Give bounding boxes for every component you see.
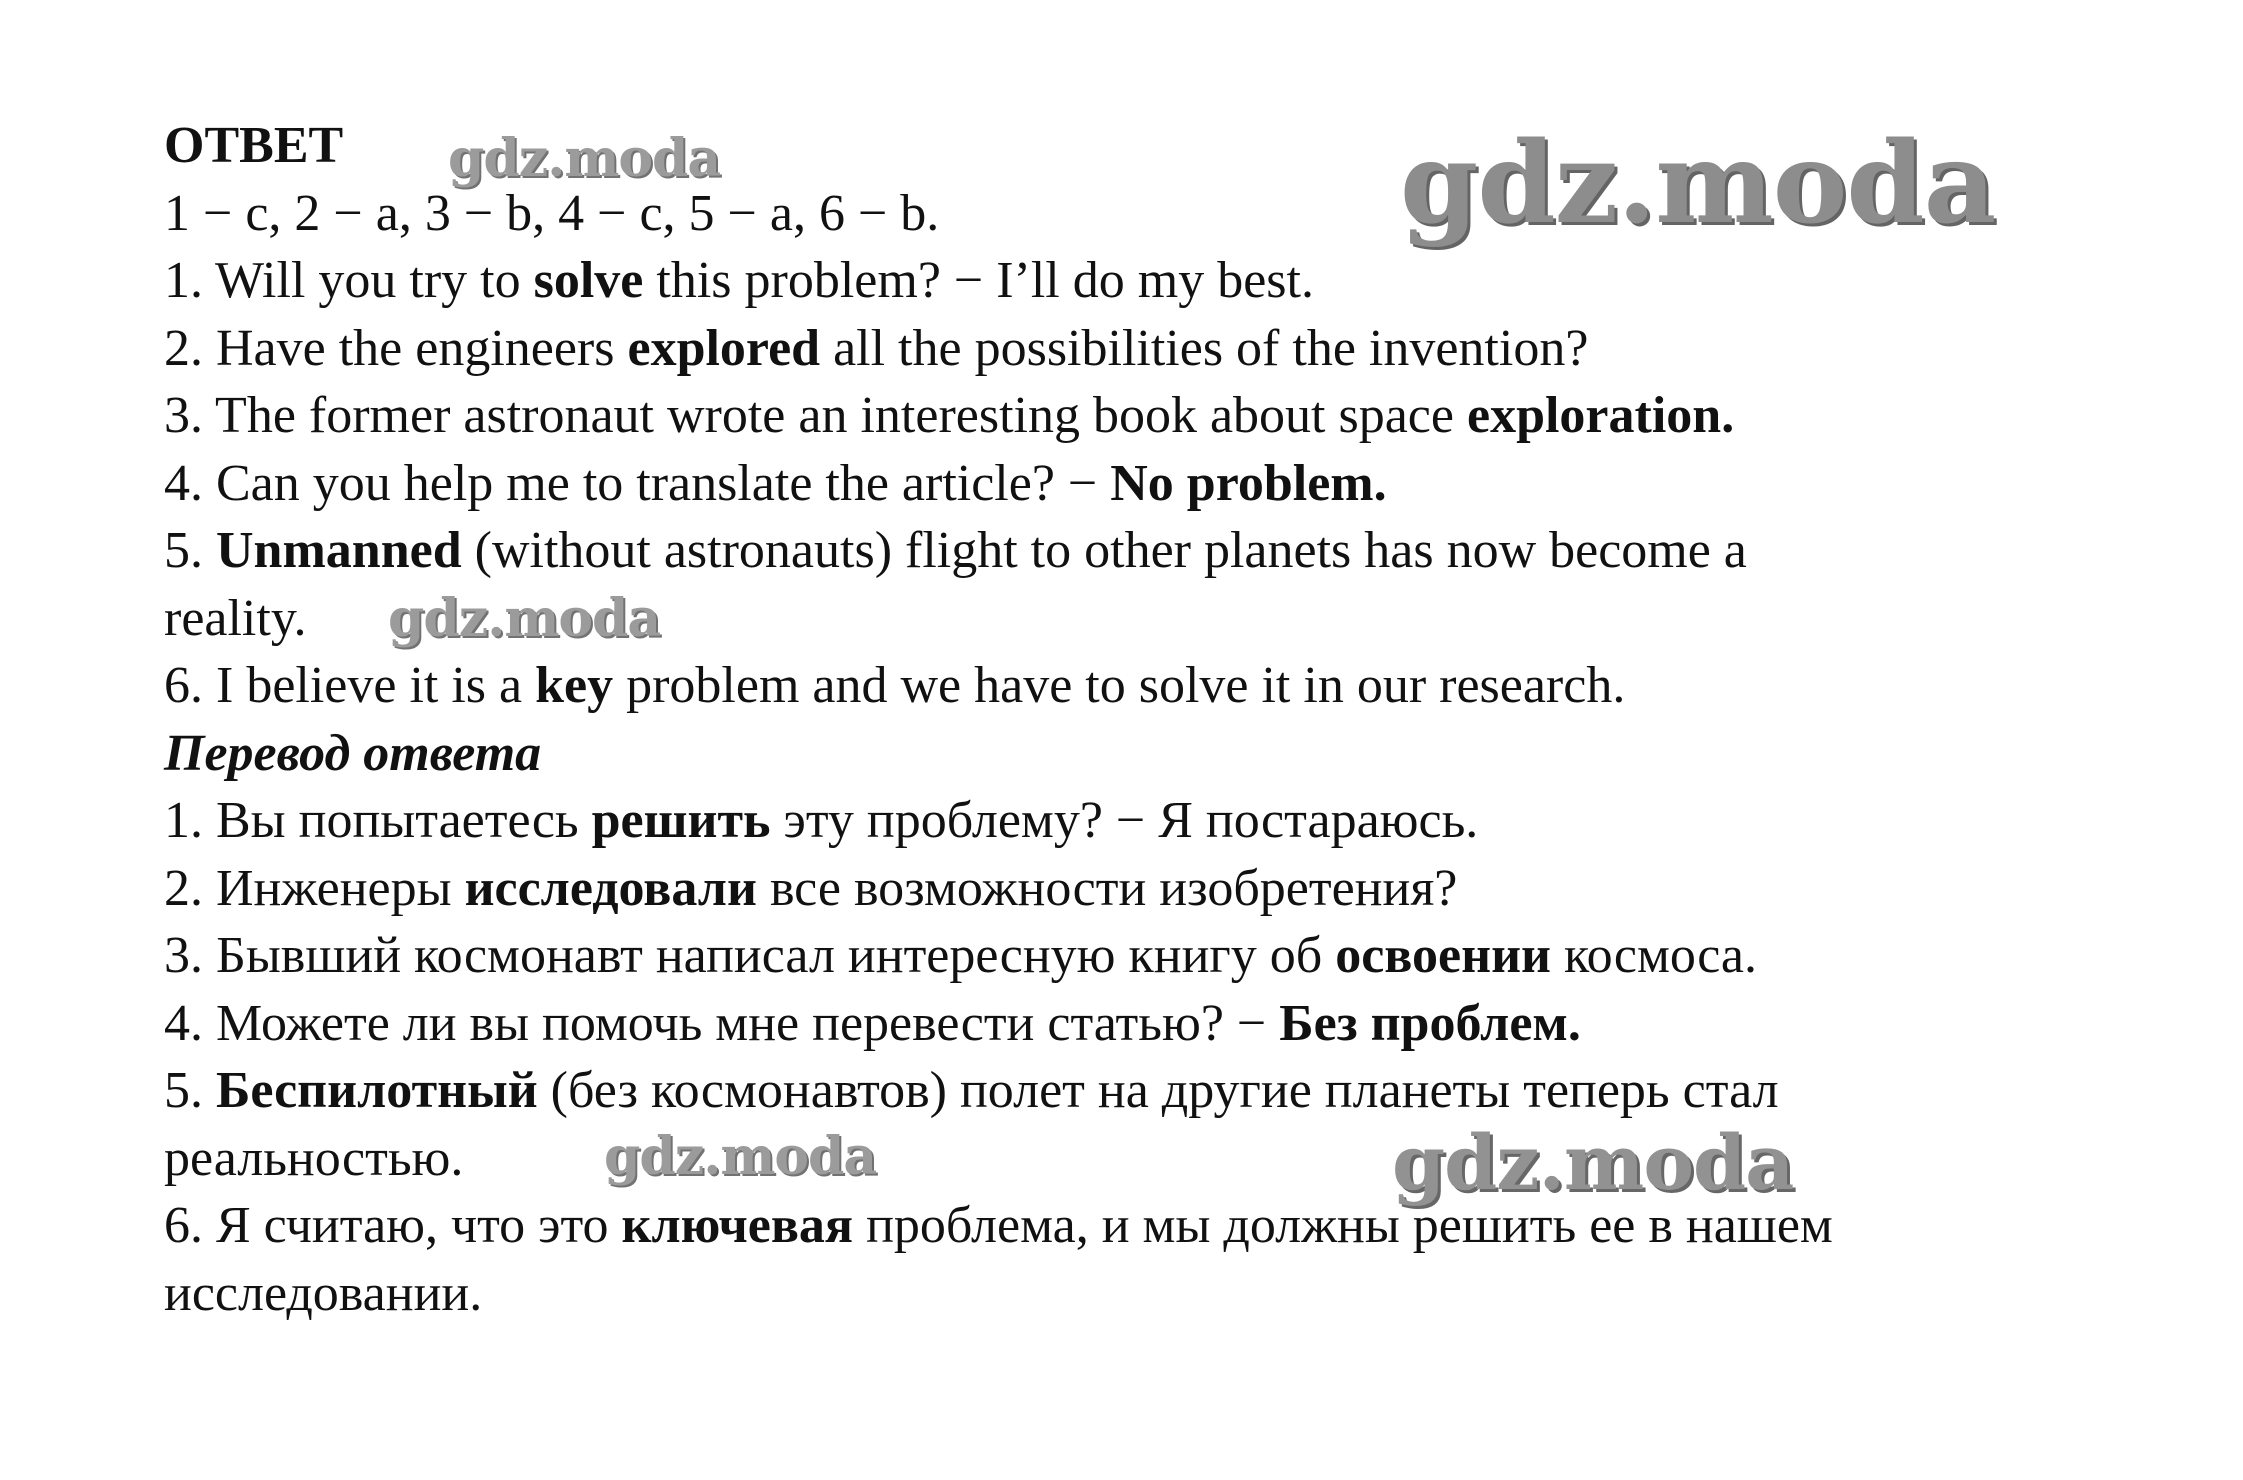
answer-sentence-2: 2. Have the engineers explored all the possibilities of the invention? (164, 319, 1589, 377)
watermark-logo: gdz.moda (388, 588, 661, 649)
answer-keyword-6: key (535, 657, 614, 714)
answer-key-line: 1 − c, 2 − a, 3 − b, 4 − c, 5 − a, 6 − b. (164, 184, 940, 242)
translation-sentence-1: 1. Вы попытаетесь решить эту проблему? − Я постараюсь. (164, 792, 1479, 849)
translation-keyword-5: Беспилотный (216, 1062, 538, 1119)
answer-sentence-3: 3. The former astronaut wrote an interesting book about space exploration. (164, 387, 1735, 444)
watermark-logo: gdz.moda (1392, 1118, 1794, 1207)
answer-keyword-5: Unmanned (216, 522, 462, 579)
answer-keyword-1: solve (533, 252, 644, 309)
watermark-logo: gdz.moda (1400, 118, 1996, 249)
translation-keyword-2: исследовали (464, 859, 757, 917)
document-body (164, 112, 2164, 1327)
watermark-logo: gdz.moda (448, 128, 721, 189)
translation-keyword-4: Без проблем. (1279, 994, 1581, 1052)
watermark-logo: gdz.moda (604, 1126, 877, 1187)
answer-sentence-1: 1. Will you try to solve this problem? − I’ll do my best. (164, 252, 1314, 309)
translation-sentence-3: 3. Бывший космонавт написал интересную книгу об освоении космоса. (164, 927, 1757, 984)
answer-sentence-5-continued: reality. (164, 589, 307, 647)
answer-sentence-5: 5. Unmanned (without astronauts) flight to other planets has now become a (164, 522, 1747, 579)
translation-sentence-6-continued: исследовании. (164, 1264, 483, 1322)
translation-sentence-6: 6. Я считаю, что это ключевая проблема, и мы должны решить ее в нашем (164, 1197, 1833, 1254)
translation-keyword-3: освоении (1335, 927, 1551, 984)
answer-keyword-2: explored (627, 319, 821, 377)
translation-keyword-6: ключевая (621, 1197, 854, 1254)
answer-sentence-4: 4. Can you help me to translate the article? − No problem. (164, 454, 1387, 512)
answer-keyword-3: exploration. (1466, 387, 1735, 444)
answer-heading: ОТВЕТ (164, 117, 344, 174)
answer-keyword-4: No problem. (1110, 454, 1387, 512)
translation-sentence-5-continued: реальностью. (164, 1129, 464, 1187)
translation-heading: Перевод ответа (164, 724, 542, 782)
translation-sentence-4: 4. Можете ли вы помочь мне перевести статью? − Без проблем. (164, 994, 1581, 1052)
translation-keyword-1: решить (591, 792, 771, 849)
translation-sentence-5: 5. Беспилотный (без космонавтов) полет на другие планеты теперь стал (164, 1062, 1779, 1119)
translation-sentence-2: 2. Инженеры исследовали все возможности изобретения? (164, 859, 1458, 917)
answer-sentence-6: 6. I believe it is a key problem and we have to solve it in our research. (164, 657, 1626, 714)
